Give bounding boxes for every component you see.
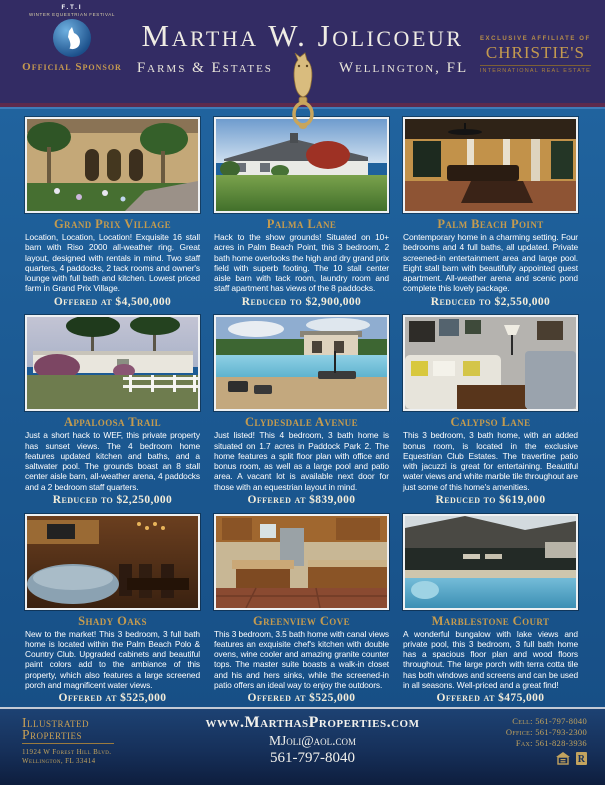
cell-number: Cell: 561-797-8040 bbox=[512, 716, 587, 726]
email-link[interactable]: MJoli@aol.com bbox=[268, 733, 357, 748]
brokerage-name-line1: Illustrated bbox=[22, 715, 89, 730]
property-photo-shady-oaks bbox=[25, 514, 200, 610]
listing-description: New to the market! This 3 bedroom, 3 full bath home is located within the Palm Beach Polo & Country Club. Upgraded cabinets and beautiful paint colors add to the ambiance of this property, which also features a large screened porch and magnificent water views. bbox=[25, 628, 200, 690]
subtitle-farms: Farms & Estates bbox=[136, 60, 273, 76]
listing-description: Hack to the show grounds! Situated on 10+ acres in Palm Beach Point, this 3 bedroom, 2 bath home overlooks the high and dry grand prix field with superb footing. The 10 stall center aisle barn with tack room, laundry room and staff apartment has views of the 8 paddocks. bbox=[214, 232, 390, 294]
brokerage-address-line2: Wellington, FL 33414 bbox=[22, 757, 96, 765]
brokerage-name-line2: Properties bbox=[22, 727, 82, 742]
listing-price: Reduced to $2,900,000 bbox=[241, 295, 362, 308]
listing-title: Grand Prix Village bbox=[53, 217, 172, 231]
listing-price: Reduced to $2,250,000 bbox=[52, 493, 173, 506]
listing-card-grand-prix-village bbox=[25, 117, 200, 310]
official-sponsor-label: Official Sponsor bbox=[22, 61, 122, 73]
listing-card-clydesdale-avenue bbox=[214, 315, 389, 508]
svg-text:R: R bbox=[577, 754, 586, 765]
listing-title: Marblestone Court bbox=[431, 613, 550, 628]
page-title: Martha W. Jolicoeur bbox=[141, 18, 464, 53]
fti-logo: F.T.I bbox=[61, 5, 83, 11]
listing-title: Shady Oaks bbox=[78, 613, 147, 628]
realtor-icon bbox=[576, 752, 587, 768]
footer bbox=[0, 707, 605, 785]
property-photo-calypso-lane bbox=[403, 315, 578, 411]
listing-description: This 3 bedroom, 3.5 bath home with canal views features an exquisite chef's kitchen with double ovens, wine cooler and amazing granite counter tops. The master suite boasts a walk-in closet and his and hers sinks, while the screened-in patio offers an ideal way to enjoy the outdoors. bbox=[214, 628, 389, 690]
listing-description: Location, Location, Location! Exquisite 16 stall barn with Riso 2000 all-weather ring. Great layout, designed with rentals in mind. Two staff quarters, 4 paddocks, 2 tack rooms and owner's lounge with full bath and kitchen. Lowest priced farm in Grand Prix Village. bbox=[25, 232, 200, 294]
listing-description: This 3 bedroom, 3 bath home, with an added bonus room, is located in the exclusive Equestrian Club Estates. The travertine patio with jacuzzi is great for entertaining. Beautiful water views and white marble tile throughout are just some of this home's amenities. bbox=[403, 430, 578, 492]
listing-card-palma-lane bbox=[214, 117, 389, 310]
property-photo-marblestone-court bbox=[403, 514, 578, 610]
property-photo-clydesdale-avenue bbox=[214, 315, 389, 411]
listing-description: A wonderful bungalow with lake views and private pool, this 3 bedroom, 3 full bath home has a spacious floor plan and wood floors throughout. The large porch with terra cotta tile has both windows and screens and can be used in all seasons. Well-priced and a great find! bbox=[403, 628, 578, 690]
property-photo-palm-beach-point bbox=[403, 117, 578, 213]
brokerage-address-line1: 11924 W Forest Hill Blvd. bbox=[22, 748, 112, 756]
website-link[interactable]: www.MarthasProperties.com bbox=[205, 714, 420, 731]
affiliate-line1: EXCLUSIVE AFFILIATE OF bbox=[479, 36, 591, 42]
listing-card-palm-beach-point bbox=[403, 117, 578, 310]
listing-card-greenview-cove bbox=[214, 514, 389, 707]
listing-price: Offered at $839,000 bbox=[247, 493, 356, 506]
office-number: Office: 561-793-2300 bbox=[505, 727, 587, 737]
phone-number: 561-797-8040 bbox=[270, 750, 355, 766]
listing-price: Offered at $4,500,000 bbox=[53, 295, 172, 308]
listing-title: Appaloosa Trail bbox=[63, 415, 162, 430]
contact-center-block bbox=[195, 709, 430, 785]
subtitle-location: Wellington, FL bbox=[338, 60, 469, 76]
listing-title: Palm Beach Point bbox=[437, 217, 544, 231]
listing-price: Offered at $475,000 bbox=[436, 692, 545, 705]
listing-card-marblestone-court bbox=[403, 514, 578, 707]
listing-price: Offered at $525,000 bbox=[58, 692, 167, 705]
listing-title: Greenview Cove bbox=[253, 613, 350, 628]
property-photo-appaloosa-trail bbox=[25, 315, 200, 411]
listing-title: Palma Lane bbox=[266, 217, 337, 231]
listing-price: Reduced to $2,550,000 bbox=[430, 295, 551, 308]
listing-title: Calypso Lane bbox=[450, 415, 531, 430]
header bbox=[0, 0, 605, 103]
christies-brand: CHRISTIE'S bbox=[485, 43, 585, 62]
brokerage-underline bbox=[22, 743, 114, 744]
listing-description: Contemporary home in a charming setting. Four bedrooms and 4 full baths, all updated. Private screened-in entertainment area and large pool. Eight stall barn with beautifully appointed guest apartment. All-weather arena and scenic pond complete this lovely package. bbox=[403, 232, 578, 294]
brokerage-block bbox=[0, 709, 195, 785]
listing-card-appaloosa-trail bbox=[25, 315, 200, 508]
festival-label: WINTER EQUESTRIAN FESTIVAL bbox=[28, 12, 116, 17]
contact-right-block bbox=[430, 709, 605, 785]
affiliate-block bbox=[480, 36, 591, 74]
listing-price: Reduced to $619,000 bbox=[435, 493, 546, 506]
equal-housing-icon bbox=[556, 752, 570, 768]
gold-horse-head-knocker-icon bbox=[286, 52, 320, 137]
listing-card-shady-oaks bbox=[25, 514, 200, 707]
property-photo-greenview-cove bbox=[214, 514, 389, 610]
listing-price: Offered at $525,000 bbox=[247, 692, 356, 705]
affiliate-line2: INTERNATIONAL REAL ESTATE bbox=[480, 65, 591, 74]
listing-description: Just listed! This 4 bedroom, 3 bath home is situated on 1.7 acres in Paddock Park 2. The home features a split floor plan with office and bonus room, as well as a large pool and patio area. A vacant lot is available next door for those with an equestrian layout in mind. bbox=[214, 430, 389, 492]
listing-card-calypso-lane bbox=[403, 315, 578, 508]
listings-grid bbox=[0, 109, 605, 707]
listing-title: Clydesdale Avenue bbox=[245, 415, 358, 430]
property-photo-grand-prix-village bbox=[25, 117, 200, 213]
listing-description: Just a short hack to WEF, this private property has sunset views. The 4 bedroom home features updated kitchen and baths, and a saltwater pool. The grounds boast an 8 stall center aisle barn, all-weather arena, 4 paddocks and a 2 bedroom staff quarters. bbox=[25, 430, 200, 492]
fax-number: Fax: 561-828-3936 bbox=[515, 738, 587, 748]
